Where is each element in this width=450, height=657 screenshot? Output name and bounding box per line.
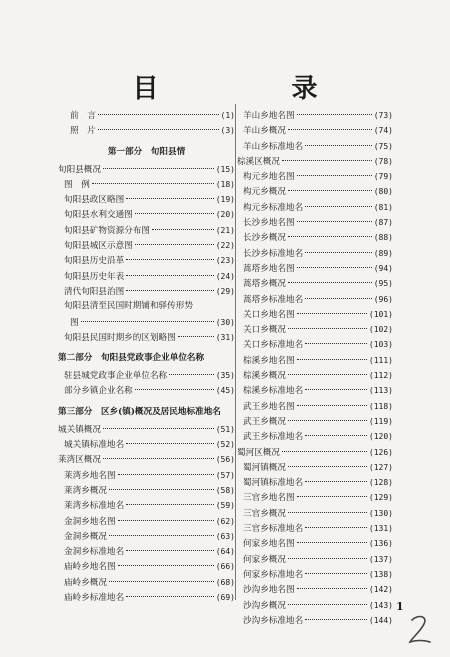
toc-entry-label: 羊山乡标准地名 — [243, 141, 304, 152]
toc-entry-label: 金洞乡地名图 — [64, 516, 116, 527]
toc-entry-label: 羊山乡地名图 — [243, 111, 295, 121]
toc-entry-page: (58) — [215, 485, 235, 495]
leader-dots — [126, 198, 214, 199]
leader-dots — [178, 336, 214, 337]
toc-entry[interactable] — [237, 154, 393, 169]
leader-dots — [98, 129, 219, 130]
leader-dots — [288, 328, 367, 329]
leader-dots — [135, 389, 214, 390]
toc-entry[interactable] — [237, 261, 393, 276]
toc-entry[interactable] — [237, 230, 393, 245]
toc-entry-label: 三官乡概况 — [243, 508, 286, 519]
toc-entry[interactable] — [237, 215, 393, 230]
leader-dots — [288, 282, 372, 283]
toc-entry-label: 沙沟乡概况 — [243, 600, 286, 611]
leader-dots — [288, 420, 367, 421]
toc-entry-page: (87) — [373, 218, 393, 228]
leader-dots — [288, 558, 367, 559]
toc-entry-label: 部分乡镇企业名称 — [64, 386, 133, 397]
toc-entry-label: 莱湾区概况 — [58, 455, 101, 466]
toc-entry-label: 沙沟乡标准地名 — [243, 615, 304, 626]
toc-entry[interactable] — [237, 292, 393, 307]
toc-entry[interactable] — [237, 506, 393, 521]
toc-entry-page: (18) — [215, 179, 235, 189]
toc-entry-page: (112) — [368, 371, 393, 381]
toc-entry[interactable] — [58, 544, 235, 559]
leader-dots — [288, 236, 372, 237]
leader-dots — [92, 183, 214, 184]
leader-dots — [109, 581, 214, 582]
leader-dots — [305, 481, 367, 482]
toc-entry[interactable] — [58, 269, 235, 284]
toc-entry-label: 沙沟乡地名图 — [243, 585, 295, 596]
toc-entry-label: 蜀河区概况 — [237, 447, 280, 458]
toc-entry-label: 旬阳县水利交通图 — [64, 210, 133, 221]
leader-dots — [135, 244, 214, 245]
toc-entry-label: 关口乡概况 — [243, 325, 286, 336]
handwritten-mark — [404, 612, 434, 646]
toc-entry[interactable] — [237, 337, 393, 352]
toc-entry-page: (23) — [215, 256, 235, 266]
toc-entry-page: (1) — [220, 111, 235, 120]
toc-entry-page: (128) — [368, 478, 393, 488]
toc-entry-page: (51) — [215, 424, 235, 434]
toc-entry-label: 武王乡地名图 — [243, 401, 295, 412]
toc-entry[interactable] — [237, 521, 393, 536]
toc-entry-label: 城关镇概况 — [58, 424, 101, 435]
toc-entry-label: 棕溪乡标准地名 — [243, 386, 304, 397]
toc-entry-label: 羊山乡概况 — [243, 126, 286, 137]
toc-entry-label: 旬阳县政区略图 — [64, 195, 125, 206]
toc-entry-label: 武王乡概况 — [243, 416, 286, 427]
column-divider — [235, 104, 236, 600]
leader-dots — [288, 512, 367, 513]
toc-entry[interactable] — [58, 284, 235, 299]
toc-entry[interactable] — [58, 223, 235, 238]
leader-dots — [103, 168, 214, 169]
leader-dots — [297, 496, 367, 497]
toc-entry[interactable] — [237, 567, 393, 582]
toc-entry-label: 棕溪乡地名图 — [243, 355, 295, 366]
toc-entry-page: (101) — [368, 309, 393, 319]
leader-dots — [288, 466, 367, 467]
toc-entry-label: 莱湾乡标准地名 — [64, 501, 125, 512]
toc-entry-label: 关口乡地名图 — [243, 309, 295, 320]
toc-entry[interactable] — [237, 246, 393, 261]
leader-dots — [297, 588, 367, 589]
toc-entry[interactable] — [237, 184, 393, 199]
toc-entry[interactable] — [58, 123, 235, 138]
toc-entry[interactable] — [237, 123, 393, 138]
toc-entry-label: 长沙乡标准地名 — [243, 248, 304, 259]
toc-entry[interactable] — [58, 437, 235, 452]
toc-entry-label: 蒿塔乡标准地名 — [243, 294, 304, 305]
toc-entry-label: 构元乡概况 — [243, 187, 286, 198]
toc-entry-label: 三官乡标准地名 — [243, 524, 304, 535]
toc-entry-page: (95) — [373, 279, 393, 289]
toc-entry-label: 图 — [70, 317, 79, 328]
leader-dots — [288, 604, 367, 605]
leader-dots — [305, 252, 372, 253]
toc-entry-page: (75) — [373, 141, 393, 151]
page-title: 目 录 — [132, 74, 380, 104]
toc-entry[interactable] — [58, 177, 235, 192]
leader-dots — [126, 259, 214, 260]
leader-dots — [305, 573, 367, 574]
toc-entry-page: (102) — [368, 325, 393, 335]
toc-entry-label: 棕溪乡概况 — [243, 371, 286, 382]
leader-dots — [305, 527, 367, 528]
toc-entry[interactable] — [58, 330, 235, 345]
toc-entry[interactable] — [58, 238, 235, 253]
toc-entry-page: (80) — [373, 187, 393, 197]
toc-entry-label: 构元乡地名图 — [243, 172, 295, 183]
toc-entry-page: (81) — [373, 202, 393, 212]
toc-entry[interactable] — [237, 368, 393, 383]
leader-dots — [109, 535, 214, 536]
toc-entry-page: (62) — [215, 516, 235, 526]
section-heading: 第一部分 旬阳县情 — [107, 146, 186, 157]
toc-entry[interactable] — [58, 192, 235, 207]
toc-entry-label: 蒿塔乡概况 — [243, 279, 286, 290]
toc-entry[interactable] — [58, 452, 235, 467]
toc-entry-page: (88) — [373, 233, 393, 243]
toc-entry[interactable] — [58, 383, 235, 398]
toc-entry[interactable] — [58, 253, 235, 268]
toc-entry-label: 清代旬阳县治图 — [64, 286, 125, 297]
leader-dots — [126, 550, 214, 551]
leader-dots — [103, 428, 214, 429]
toc-entry[interactable] — [237, 613, 393, 628]
toc-entry[interactable] — [58, 108, 235, 123]
toc-entry[interactable] — [237, 445, 393, 460]
toc-entry-page: (24) — [215, 271, 235, 281]
leader-dots — [169, 374, 214, 375]
toc-entry-label: 金洞乡标准地名 — [64, 547, 125, 558]
section-heading: 第二部分 旬阳县党政事企业单位名称 — [58, 353, 205, 364]
toc-entry-label: 长沙乡概况 — [243, 233, 286, 244]
toc-entry[interactable] — [237, 322, 393, 337]
toc-entry-page: (118) — [368, 401, 393, 411]
leader-dots — [297, 267, 372, 268]
toc-entry[interactable] — [237, 399, 393, 414]
toc-entry-label: 前 言 — [70, 111, 96, 121]
toc-entry-page: (143) — [368, 600, 393, 610]
toc-entry[interactable] — [237, 383, 393, 398]
toc-entry-label: 三官乡地名图 — [243, 493, 295, 504]
toc-entry[interactable] — [237, 536, 393, 551]
leader-dots — [135, 213, 214, 214]
leader-dots — [305, 298, 372, 299]
toc-entry-label: 莱湾乡地名图 — [64, 470, 116, 481]
leader-dots — [103, 458, 214, 459]
toc-entry[interactable] — [237, 108, 393, 123]
toc-entry-page: (89) — [373, 248, 393, 258]
toc-entry-page: (57) — [215, 470, 235, 480]
section-heading: 第三部分 区乡(镇)概况及居民地标准地名 — [58, 406, 221, 417]
toc-entry[interactable] — [58, 207, 235, 222]
toc-left-column — [58, 108, 235, 605]
leader-dots — [81, 321, 214, 322]
leader-dots — [297, 114, 372, 115]
toc-entry-label: 关口乡标准地名 — [243, 340, 304, 351]
toc-entry-page: (79) — [373, 172, 393, 182]
toc-entry-page: (73) — [373, 111, 393, 120]
toc-entry-page: (131) — [368, 524, 393, 534]
toc-entry-page: (113) — [368, 386, 393, 396]
toc-entry-page: (142) — [368, 585, 393, 595]
toc-entry[interactable] — [58, 422, 235, 437]
toc-entry-page: (45) — [215, 386, 235, 396]
leader-dots — [288, 374, 367, 375]
leader-dots — [305, 145, 372, 146]
leader-dots — [118, 565, 214, 566]
toc-entry-label: 何家乡概况 — [243, 554, 286, 565]
toc-entry-label: 何家乡标准地名 — [243, 569, 304, 580]
toc-entry[interactable] — [237, 475, 393, 490]
leader-dots — [118, 520, 214, 521]
leader-dots — [305, 343, 367, 344]
toc-entry-label: 图 例 — [64, 179, 90, 190]
leader-dots — [109, 489, 214, 490]
toc-entry-label: 何家乡地名图 — [243, 539, 295, 550]
page-number: 1 — [396, 600, 404, 613]
toc-entry-page: (136) — [368, 539, 393, 549]
leader-dots — [305, 435, 367, 436]
toc-entry-page: (22) — [215, 241, 235, 251]
toc-entry-label: 蒿塔乡地名图 — [243, 263, 295, 274]
leader-dots — [297, 405, 367, 406]
leader-dots — [98, 114, 219, 115]
toc-entry-page: (119) — [368, 416, 393, 426]
toc-entry[interactable] — [58, 575, 235, 590]
toc-entry-page: (56) — [215, 455, 235, 465]
toc-entry-page: (52) — [215, 440, 235, 450]
toc-entry[interactable] — [58, 483, 235, 498]
toc-entry[interactable] — [237, 200, 393, 215]
leader-dots — [288, 190, 372, 191]
toc-entry-page: (20) — [215, 210, 235, 220]
toc-entry-page: (69) — [215, 593, 235, 603]
toc-entry-label: 旬阳县城区示意图 — [64, 241, 133, 252]
toc-entry-label: 蜀河镇概况 — [243, 462, 286, 473]
toc-entry-label: 构元乡标准地名 — [243, 202, 304, 213]
toc-entry-page: (3) — [220, 126, 235, 136]
leader-dots — [282, 160, 372, 161]
leader-dots — [305, 389, 367, 390]
toc-entry[interactable] — [237, 276, 393, 291]
toc-entry-page: (35) — [215, 371, 235, 381]
leader-dots — [305, 619, 367, 620]
toc-entry-page: (68) — [215, 577, 235, 587]
toc-entry-label: 旬阳县矿物资源分布图 — [64, 225, 150, 236]
toc-entry-page: (144) — [368, 615, 393, 625]
leader-dots — [297, 175, 372, 176]
toc-entry[interactable] — [237, 307, 393, 322]
toc-entry-page: (120) — [368, 432, 393, 442]
toc-entry-page: (29) — [215, 286, 235, 296]
toc-entry-page: (66) — [215, 562, 235, 572]
leader-dots — [126, 596, 214, 597]
toc-entry-label: 庙岭乡标准地名 — [64, 593, 125, 604]
leader-dots — [297, 221, 372, 222]
toc-entry[interactable] — [58, 590, 235, 605]
leader-dots — [297, 313, 367, 314]
toc-entry-label: 旬阳县概况 — [58, 164, 101, 175]
toc-entry[interactable] — [237, 552, 393, 567]
toc-entry[interactable] — [237, 429, 393, 444]
toc-entry[interactable] — [237, 353, 393, 368]
toc-entry-page: (94) — [373, 263, 393, 273]
toc-entry-page: (15) — [215, 164, 235, 174]
toc-entry-page: (127) — [368, 462, 393, 472]
toc-entry[interactable] — [58, 559, 235, 574]
toc-entry-label: 旬阳县历史沿革 — [64, 256, 125, 267]
toc-entry-label: 武王乡标准地名 — [243, 432, 304, 443]
toc-entry[interactable] — [237, 169, 393, 184]
toc-entry-label: 庙岭乡概况 — [64, 577, 107, 588]
leader-dots — [288, 129, 372, 130]
toc-entry[interactable] — [237, 582, 393, 597]
leader-dots — [282, 451, 367, 452]
toc-entry-label: 驻县城党政事企业单位名称 — [64, 371, 168, 382]
toc-entry-page: (74) — [373, 126, 393, 136]
toc-entry-label: 蜀河镇标准地名 — [243, 478, 304, 489]
leader-dots — [297, 359, 367, 360]
toc-entry[interactable] — [58, 514, 235, 529]
toc-entry-page: (31) — [215, 332, 235, 342]
leader-dots — [297, 542, 367, 543]
toc-entry-page: (30) — [215, 317, 235, 327]
leader-dots — [126, 275, 214, 276]
leader-dots — [126, 290, 214, 291]
toc-entry-page: (19) — [215, 195, 235, 205]
toc-entry-page: (96) — [373, 294, 393, 304]
toc-entry-page: (21) — [215, 225, 235, 235]
toc-entry-page: (138) — [368, 569, 393, 579]
toc-entry-label: 照 片 — [70, 126, 96, 137]
toc-entry-page: (59) — [215, 501, 235, 511]
toc-entry[interactable] — [237, 598, 393, 613]
leader-dots — [126, 504, 214, 505]
toc-entry-page: (63) — [215, 531, 235, 541]
toc-entry[interactable] — [237, 414, 393, 429]
toc-entry-page: (137) — [368, 554, 393, 564]
leader-dots — [152, 229, 214, 230]
toc-entry-label: 金洞乡概况 — [64, 531, 107, 542]
toc-entry-page: (78) — [373, 156, 393, 166]
leader-dots — [305, 206, 372, 207]
toc-entry[interactable] — [237, 490, 393, 505]
toc-entry-label: 城关镇标准地名 — [64, 440, 125, 451]
toc-entry[interactable] — [58, 162, 235, 177]
toc-entry-page: (130) — [368, 508, 393, 518]
toc-entry-label: 旬阳县历史年表 — [64, 271, 125, 282]
toc-entry[interactable] — [237, 460, 393, 475]
toc-entry-label: 莱湾乡概况 — [64, 485, 107, 496]
toc-entry[interactable] — [58, 368, 235, 383]
toc-right-column — [237, 108, 393, 628]
toc-entry-page: (129) — [368, 493, 393, 503]
leader-dots — [118, 474, 214, 475]
toc-entry-page: (126) — [368, 447, 393, 457]
toc-entry[interactable] — [237, 139, 393, 154]
toc-entry-label: 长沙乡地名图 — [243, 218, 295, 229]
toc-entry[interactable] — [58, 315, 235, 330]
toc-entry[interactable] — [58, 498, 235, 513]
leader-dots — [126, 443, 214, 444]
toc-entry-page: (103) — [368, 340, 393, 350]
toc-entry[interactable] — [58, 529, 235, 544]
toc-entry-label: 棕溪区概况 — [237, 156, 280, 167]
toc-entry-page: (64) — [215, 547, 235, 557]
toc-entry-label: 旬阳县民国时期乡的区划略图 — [64, 332, 176, 343]
toc-entry[interactable] — [58, 468, 235, 483]
toc-entry-label: 庙岭乡地名图 — [64, 562, 116, 573]
toc-entry-page: (111) — [368, 355, 393, 365]
toc-entry-text: 旬阳县清至民国时期铺和驿传形势 — [64, 301, 193, 312]
